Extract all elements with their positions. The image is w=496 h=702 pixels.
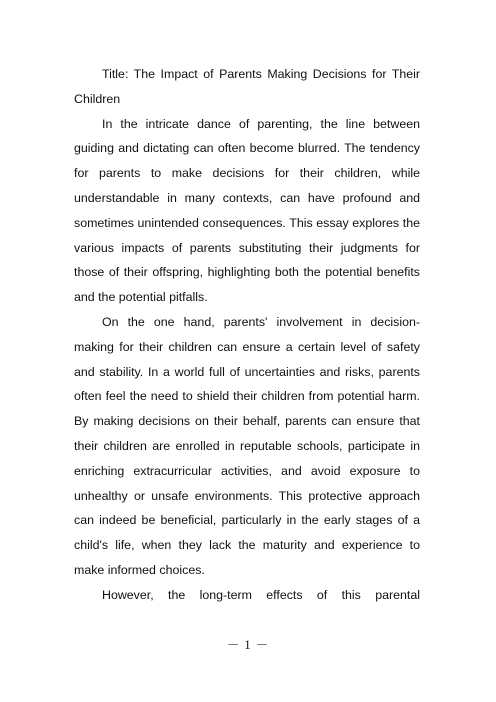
paragraph-however: However, the long-term effects of this parental: [102, 587, 420, 602]
document-title: Title: The Impact of Parents Making Decisions for Their Children: [74, 67, 420, 106]
page-number: － 1 －: [226, 638, 270, 652]
paragraph-safety: On the one hand, parents' involvement in decision-making for their children can ensure a certain level of safety and stability. In a world full of uncertainties and risks, parents often feel the need to shield their children from potential harm. By making decisions on their behalf, parents can ensure that their children are enrolled in reputable schools, participate in enriching extracurricular activities, and avoid exposure to unhealthy or unsafe environments. This protective approach can indeed be beneficial, particularly in the early stages of a child's life, when they lack the maturity and experience to make informed choices.: [74, 314, 420, 577]
document-body: [74, 62, 420, 608]
paragraph-intro: In the intricate dance of parenting, the line between guiding and dictating can often become blurred. The tendency for parents to make decisions for their children, while understandable in many contexts, can have profound and sometimes unintended consequences. This essay explores the various impacts of parents substituting their judgments for those of their offspring, highlighting both the potential benefits and the potential pitfalls.: [74, 116, 420, 305]
